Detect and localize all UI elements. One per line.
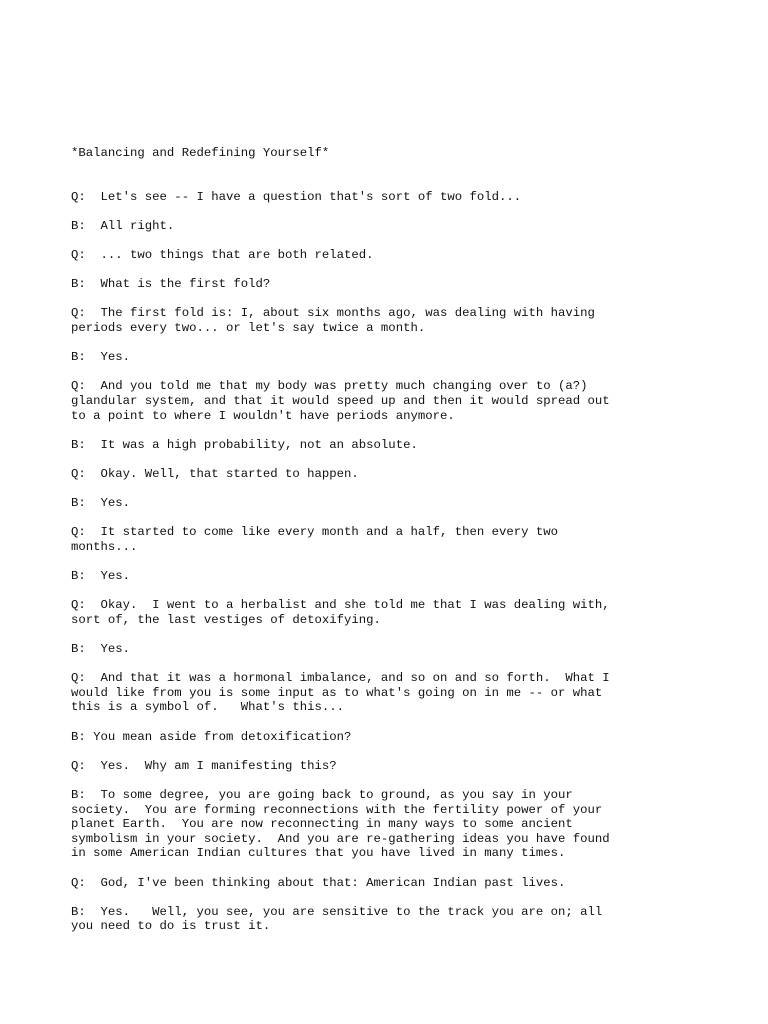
dialogue-paragraph: Q: And you told me that my body was pretty much changing over to (a?) glandular system, and that it would speed up and then it would spread out to a point to where I wouldn't have periods anymore. <box>71 379 610 423</box>
dialogue-paragraph: B: Yes. <box>71 642 131 656</box>
dialogue-paragraph: B: Yes. <box>71 496 131 511</box>
dialogue-paragraph: Q: It started to come like every month and a half, then every two months... <box>71 525 559 554</box>
dialogue-paragraph: B: All right. <box>71 218 175 233</box>
dialogue-paragraph: B: Yes. Well, you see, you are sensitive to the track you are on; all you need to do is trust it. <box>71 904 603 934</box>
dialogue-paragraph: B: To some degree, you are going back to ground, as you say in your society. You are forming reconnections with the fertility power of your planet Earth. You are now reconnecting in many ways to some ancient symbolism in your society. And you are re-gathering ideas you have found in some American Indian cultures that you have lived in many times. <box>71 787 610 861</box>
dialogue-paragraph: Q: Okay. I went to a herbalist and she told me that I was dealing with, sort of, the last vestiges of detoxifying. <box>71 598 610 627</box>
dialogue-paragraph: B: Yes. <box>71 569 131 584</box>
dialogue-paragraph: Q: Let's see -- I have a question that's sort of two fold... <box>71 189 522 204</box>
dialogue-paragraph: Q: The first fold is: I, about six months ago, was dealing with having periods every two... or let's say twice a month. <box>71 306 595 335</box>
dialogue-paragraph: Q: ... two things that are both related. <box>71 247 374 262</box>
dialogue-paragraph: Q: And that it was a hormonal imbalance, and so on and so forth. What I would like from you is some input as to what's going on in me -- or what this is a symbol of. What's this... <box>71 671 610 715</box>
dialogue-paragraph: B: What is the first fold? <box>71 277 271 292</box>
dialogue-paragraph: Q: Okay. Well, that started to happen. <box>71 466 359 481</box>
dialogue-paragraph: Q: Yes. Why am I manifesting this? <box>71 758 337 773</box>
document-title: *Balancing and Redefining Yourself* <box>71 146 330 160</box>
dialogue-paragraph: B: Yes. <box>71 350 131 365</box>
dialogue-paragraph: B: It was a high probability, not an absolute. <box>71 437 418 452</box>
dialogue-paragraph: Q: God, I've been thinking about that: American Indian past lives. <box>71 875 566 890</box>
document-page <box>71 146 671 948</box>
dialogue-paragraph: B: You mean aside from detoxification? <box>71 729 352 744</box>
